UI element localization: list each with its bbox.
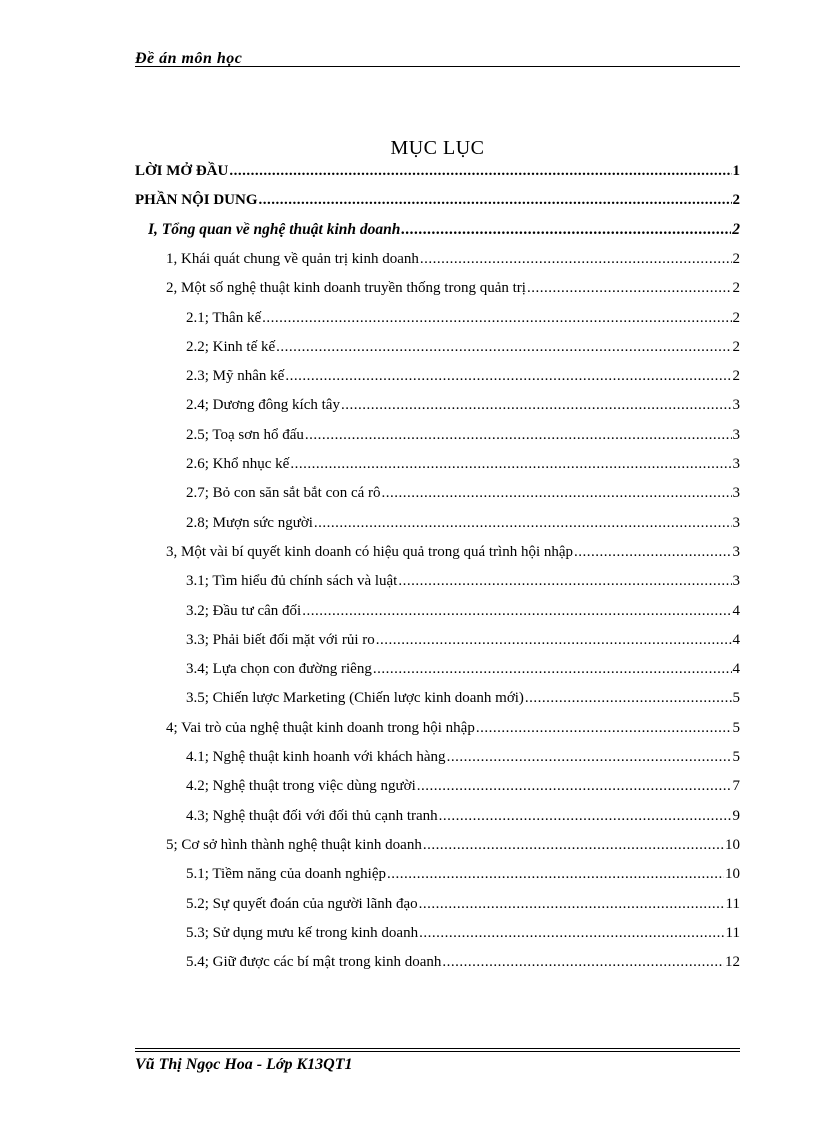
toc-leader-dots (285, 366, 731, 386)
toc-entry (186, 630, 740, 650)
toc-entry (186, 454, 740, 474)
toc-entry-page: 9 (732, 807, 740, 824)
toc-entry-page: 5 (732, 749, 740, 765)
toc-entry-page: 3 (732, 397, 740, 414)
toc-entry-label: 2.6; Khổ nhục kế (186, 456, 290, 472)
toc-leader-dots (341, 395, 732, 415)
toc-leader-dots (447, 747, 732, 767)
toc-entry-label: 3, Một vài bí quyết kinh doanh có hiệu quả trong quá trình hội nhập (166, 543, 574, 560)
toc-entry (166, 278, 740, 298)
toc-entry (186, 864, 740, 884)
toc-entry-label: 4; Vai trò của nghệ thuật kinh doanh trong hội nhập (166, 719, 475, 736)
toc-entry (148, 220, 740, 240)
toc-entry (186, 747, 740, 767)
toc-entry-label: 2.3; Mỹ nhân kế (186, 368, 285, 385)
toc-entry-label: 3.2; Đầu tư cân đối (186, 602, 302, 619)
toc-leader-dots (229, 161, 731, 181)
toc-entry (166, 835, 740, 855)
toc-entry (186, 513, 740, 533)
toc-entry-label: LỜI MỞ ĐẦU (135, 163, 229, 179)
toc-leader-dots (376, 630, 732, 650)
toc-entry-page: 1 (732, 163, 740, 179)
toc-entry-label: 2.4; Dương đông kích tây (186, 397, 340, 414)
toc-entry (186, 601, 740, 621)
toc-leader-dots (373, 659, 732, 679)
toc-entry (186, 894, 740, 914)
toc-entry-label: I, Tổng quan về nghệ thuật kinh doanh (148, 220, 401, 238)
toc-entry-label: 3.1; Tìm hiểu đủ chính sách và luật (186, 573, 398, 590)
toc-entry-label: 5.2; Sự quyết đoán của người lãnh đạo (186, 895, 418, 912)
toc-entry (135, 190, 740, 210)
toc-entry (186, 366, 740, 386)
toc-entry-page: 2 (732, 338, 740, 355)
footer-rule (135, 1051, 740, 1052)
toc-leader-dots (276, 337, 731, 357)
toc-entry-page: 10 (725, 836, 740, 853)
toc-entry-label: 1, Khái quát chung về quản trị kinh doanh (166, 250, 419, 267)
toc-entry-page: 10 (725, 866, 740, 883)
toc-leader-dots (314, 513, 732, 533)
toc-entry-page: 7 (732, 778, 740, 795)
toc-title: MỤC LỤC (390, 137, 485, 159)
toc-entry-page: 11 (725, 924, 740, 941)
toc-entry (186, 952, 740, 972)
toc-leader-dots (259, 190, 732, 210)
toc-entry-page: 2 (732, 220, 740, 238)
toc-entry-page: 4 (732, 631, 740, 648)
toc-leader-dots (417, 776, 732, 796)
toc-leader-dots (527, 278, 732, 298)
toc-entry-page: 4 (732, 661, 740, 678)
page-header: Đề án môn học (135, 50, 243, 67)
toc-entry-page: 3 (732, 514, 740, 531)
toc-entry-label: 5.3; Sử dụng mưu kế trong kinh doanh (186, 924, 419, 941)
toc-entry (186, 806, 740, 826)
toc-entry-label: 5.4; Giữ được các bí mật trong kinh doanh (186, 954, 442, 971)
toc-entry-page: 3 (732, 485, 740, 502)
toc-leader-dots (476, 718, 732, 738)
toc-entry-page: 2 (732, 280, 740, 297)
toc-entry-label: 2.8; Mượn sức người (186, 514, 313, 531)
toc-entry (186, 688, 740, 708)
toc-entry (186, 425, 740, 445)
toc-entry-label: 2.2; Kinh tế kế (186, 338, 276, 355)
toc-entry-page: 3 (732, 456, 740, 472)
toc-leader-dots (574, 542, 731, 562)
toc-leader-dots (525, 688, 732, 708)
toc-leader-dots (382, 483, 732, 503)
toc-entry-page: 3 (732, 543, 740, 560)
toc-leader-dots (398, 571, 731, 591)
toc-entry-label: 3.5; Chiến lược Marketing (Chiến lược kinh doanh mới) (186, 690, 524, 707)
page-footer: Vũ Thị Ngọc Hoa - Lớp K13QT1 (135, 1056, 353, 1073)
footer-rule (135, 1048, 740, 1049)
toc-leader-dots (387, 864, 724, 884)
toc-entry-label: 2.7; Bỏ con săn sắt bắt con cá rô (186, 485, 381, 502)
toc-leader-dots (419, 894, 725, 914)
toc-entry (186, 659, 740, 679)
toc-leader-dots (419, 923, 724, 943)
toc-leader-dots (423, 835, 724, 855)
toc-entry-label: 5; Cơ sở hình thành nghệ thuật kinh doanh (166, 836, 422, 853)
toc-entry-label: PHẦN NỘI DUNG (135, 192, 258, 209)
toc-entry (186, 395, 740, 415)
toc-entry (135, 161, 740, 181)
toc-entry (186, 483, 740, 503)
toc-leader-dots (290, 454, 731, 474)
toc-entry-page: 3 (732, 426, 740, 443)
toc-entry-label: 4.2; Nghệ thuật trong việc dùng người (186, 778, 416, 795)
toc-entry-label: 3.3; Phải biết đối mặt với rủi ro (186, 631, 375, 648)
toc-entry-page: 5 (732, 719, 740, 736)
toc-entry-page: 2 (732, 250, 740, 267)
toc-entry-page: 2 (732, 192, 740, 209)
toc-entry (186, 923, 740, 943)
toc-entry (186, 337, 740, 357)
toc-leader-dots (305, 425, 732, 445)
toc-entry (166, 718, 740, 738)
toc-entry-label: 2.5; Toạ sơn hổ đấu (186, 426, 304, 443)
toc-entry-page: 2 (732, 309, 740, 326)
toc-entry-page: 5 (732, 690, 740, 707)
toc-entry-label: 2, Một số nghệ thuật kinh doanh truyền thống trong quản trị (166, 280, 526, 297)
toc-entry-page: 4 (732, 602, 740, 619)
toc-entry-page: 3 (732, 573, 740, 590)
toc-entry-page: 12 (725, 954, 740, 971)
toc-entry (166, 542, 740, 562)
toc-entry-label: 2.1; Thân kế (186, 309, 262, 326)
toc-entry-page: 2 (732, 368, 740, 385)
toc-leader-dots (302, 601, 731, 621)
toc-entry-page: 11 (725, 895, 740, 912)
toc-entry (186, 776, 740, 796)
header-rule (135, 66, 740, 67)
toc-entry-label: 4.3; Nghệ thuật đối với đối thủ cạnh tranh (186, 807, 438, 824)
toc-entry-label: 4.1; Nghệ thuật kinh hoanh với khách hàng (186, 749, 446, 765)
toc-entry (186, 308, 740, 328)
toc-leader-dots (442, 952, 724, 972)
toc-entry (166, 249, 740, 269)
toc-leader-dots (401, 220, 731, 240)
toc-leader-dots (420, 249, 732, 269)
toc-leader-dots (439, 806, 732, 826)
toc-entry-label: 5.1; Tiềm năng của doanh nghiệp (186, 866, 386, 883)
toc-entry (186, 571, 740, 591)
toc-entry-label: 3.4; Lựa chọn con đường riêng (186, 661, 372, 678)
toc-leader-dots (262, 308, 731, 328)
